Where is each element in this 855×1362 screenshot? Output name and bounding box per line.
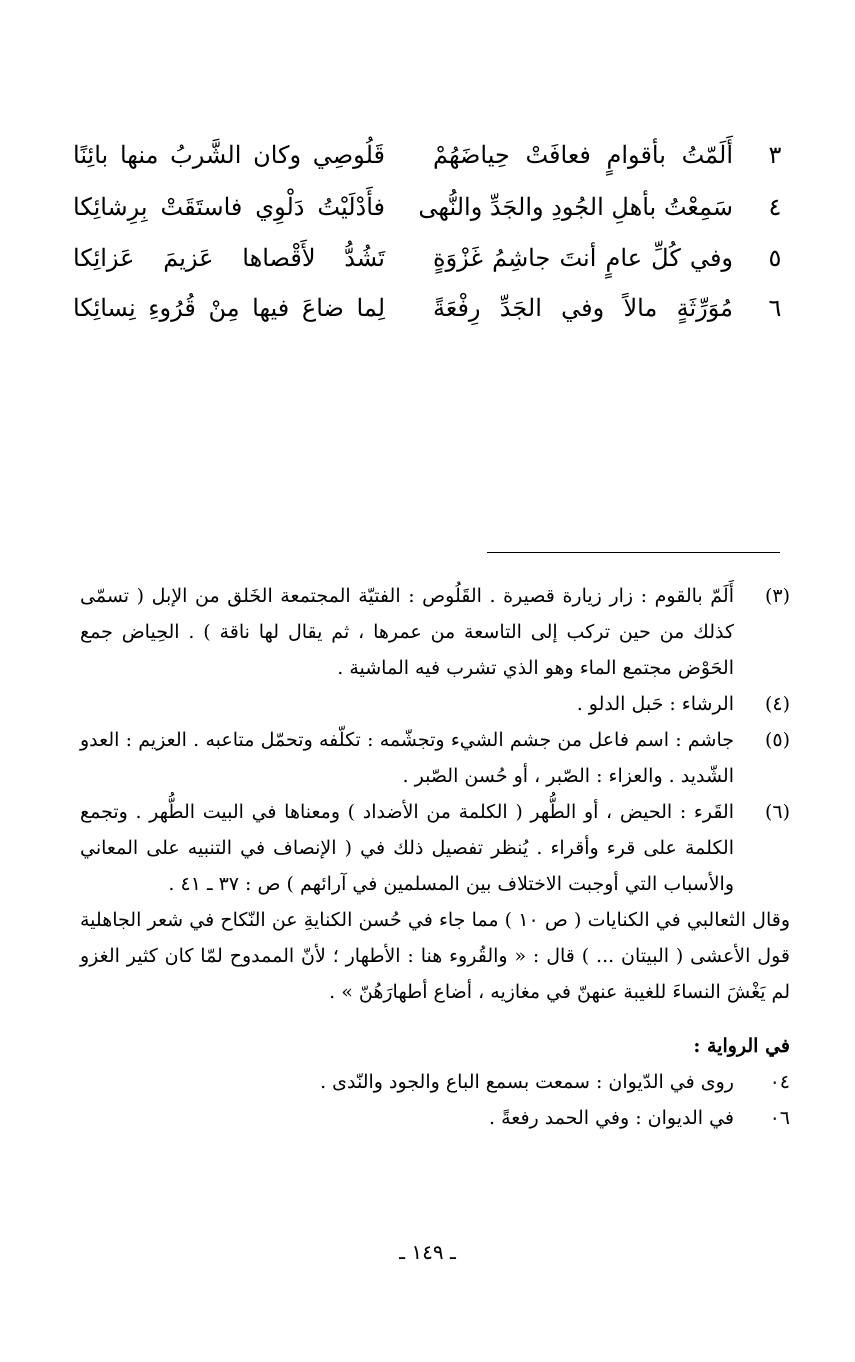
verse-line xyxy=(60,286,795,330)
verse-first-hemistich: أَلَمّتُ بأقوامٍ فعافَتْ حِياضَهُمْ xyxy=(433,141,733,169)
footnote-text: الرشاء : حَبل الدلو . xyxy=(576,693,734,715)
riwaya-text: في الديوان : وفي الحمد رفعةً . xyxy=(489,1107,734,1129)
verse-number: ٤ xyxy=(768,193,782,221)
verse-first-hemistich: سَمِعْتُ بأهلِ الجُودِ والجَدِّ والنُّهى xyxy=(418,193,733,221)
riwaya-item xyxy=(80,1100,790,1136)
footnote xyxy=(80,686,790,722)
footnote-number: (٥) xyxy=(764,729,790,751)
riwaya-number: ٠٦ xyxy=(769,1107,790,1129)
footnote-text: أَلَمّ بالقوم : زار زيارة قصيرة . القَلُوص : الفتيّة المجتمعة الخَلق من الإبل ( تسمّى كذلك من حين تركب إلى التاسعة من عمرها ، ثم يقال لها ناقة ) . الحِياض جمع الحَوْض مجتمع الماء وهو الذي تشرب فيه الماشية . xyxy=(80,585,734,679)
verse-first-hemistich: مُوَرِّثَةٍ مالاً وفي الجَدِّ رِفْعَةً xyxy=(433,294,733,322)
verse-number: ٥ xyxy=(768,244,782,272)
verse-line xyxy=(60,133,795,177)
footnote-separator xyxy=(487,552,780,553)
verse-number: ٣ xyxy=(768,141,782,169)
footnote-text: جاشم : اسم فاعل من جشم الشيء وتجشّمه : تكلّفه وتحمّل متاعبه . العزيم : العدو الشّديد . والعزاء : الصّبر ، أو حُسن الصّبر . xyxy=(80,729,734,787)
footnotes xyxy=(80,578,790,1136)
footnote xyxy=(80,578,790,686)
verse-number: ٦ xyxy=(768,294,782,322)
footnote-number: (٣) xyxy=(764,585,790,607)
verse-line xyxy=(60,236,795,280)
verse-line xyxy=(60,185,795,229)
footnote-continuation: وقال الثعالبي في الكنايات ( ص ١٠ ) مما جاء في حُسن الكنايةِ عن النّكاح في شعر الجاهلية قول الأعشى ( البيتان ... ) قال : « والقُروء هنا : الأطهار ؛ لأنّ الممدوح لمّا كان كثير الغزو لم يَغْشَ النساءَ للغيبة عنهنّ في مغازيه ، أضاع أطهارَهُنّ » . xyxy=(80,909,790,1003)
footnote-text: القَرء : الحيض ، أو الطُّهر ( الكلمة من الأضداد ) ومعناها في البيت الطُّهر . وتجمع الكلمة على قرء وأقراء . يُنظر تفصيل ذلك في ( الإنصاف في التنبيه على المعاني والأسباب التي أوجبت الاختلاف بين المسلمين في آرائهم ) ص : ٣٧ ـ ٤١ . xyxy=(80,801,734,895)
riwaya-number: ٠٤ xyxy=(769,1071,790,1093)
riwaya-heading: في الرواية : xyxy=(693,1035,790,1057)
footnote xyxy=(80,794,790,902)
verse-second-hemistich: قَلُوصِي وكان الشَّربُ منها بائِنًا xyxy=(73,141,385,169)
footnote-number: (٤) xyxy=(764,693,790,715)
page-number: ـ ١٤٩ ـ xyxy=(399,1240,456,1264)
riwaya-item xyxy=(80,1064,790,1100)
verse-second-hemistich: لِما ضاعَ فيها مِنْ قُرُوءِ نِسائِكا xyxy=(73,294,385,322)
riwaya-text: روى في الدّيوان : سمعت بسمع الباع والجود والنّدى . xyxy=(320,1071,734,1093)
footnote xyxy=(80,722,790,794)
verse-first-hemistich: وفي كُلِّ عامٍ أنتَ جاشِمُ غَزْوَةٍ xyxy=(433,244,733,272)
verse-second-hemistich: تَشُدُّ لأَقْصاها عَزيمَ عَزائِكا xyxy=(73,244,385,272)
footnote-number: (٦) xyxy=(764,801,790,823)
verse-second-hemistich: فأَدْلَيْتُ دَلْوِي فاستَقَتْ بِرِشائِكا xyxy=(73,193,385,221)
